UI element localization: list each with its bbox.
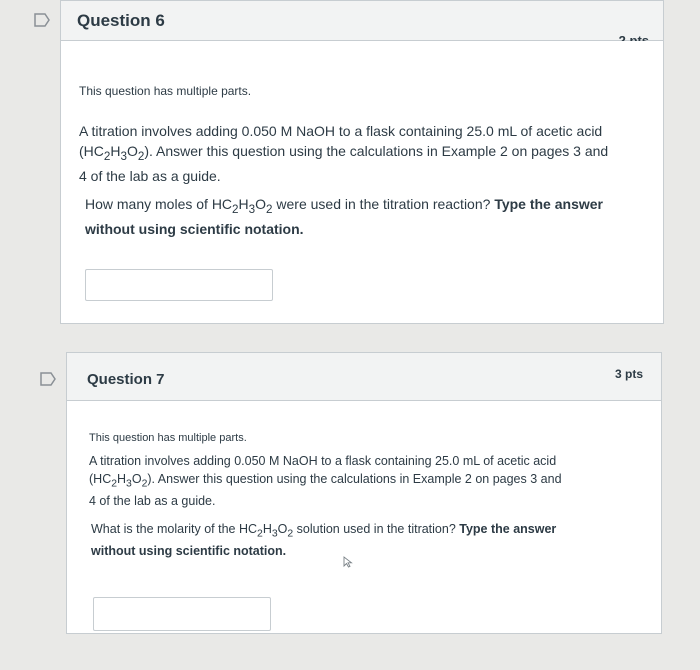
- question-6-prompt: How many moles of $HC_2H_3O_2$ were used in the titration reaction? Type the answer without using scientific notation.: [85, 196, 603, 237]
- question-7-header: [67, 353, 661, 401]
- question-7-intro: This question has multiple parts.: [89, 432, 247, 444]
- flag-question-icon[interactable]: [34, 13, 50, 27]
- question-6-intro: This question has multiple parts.: [79, 84, 252, 98]
- question-6-body: [61, 41, 663, 323]
- question-7-points: 3 pts: [614, 367, 643, 381]
- question-6-title: Question 6: [77, 11, 165, 30]
- mouse-cursor-icon: [343, 556, 353, 568]
- question-7-prompt: What is the molarity of the $HC_2H_3O_2$ solution used in the titration? Type the answer without using scientific notation.: [91, 522, 557, 558]
- question-7-body: [67, 401, 661, 633]
- question-6-header: [61, 1, 663, 41]
- question-6-answer-input[interactable]: [85, 269, 273, 301]
- question-7-title: Question 7: [87, 371, 165, 388]
- question-6-card: [60, 0, 664, 324]
- question-7-card: [66, 352, 662, 634]
- flag-question-icon[interactable]: [40, 372, 56, 386]
- question-7-answer-input[interactable]: [93, 597, 271, 631]
- question-7-context: A titration involves adding 0.050 M NaOH to a flask containing 25.0 mL of acetic acid $(HC_2H_3O_2)$. Answer this question using the calculations in Example 2 on pages 3 and 4 of the lab as a guide.: [89, 454, 562, 508]
- question-6-context: A titration involves adding 0.050 M NaOH to a flask containing 25.0 mL of acetic acid $(HC_2H_3O_2)$. Answer this question using the calculations in Example 2 on pages 3 and 4 of the lab as a guide.: [79, 123, 609, 185]
